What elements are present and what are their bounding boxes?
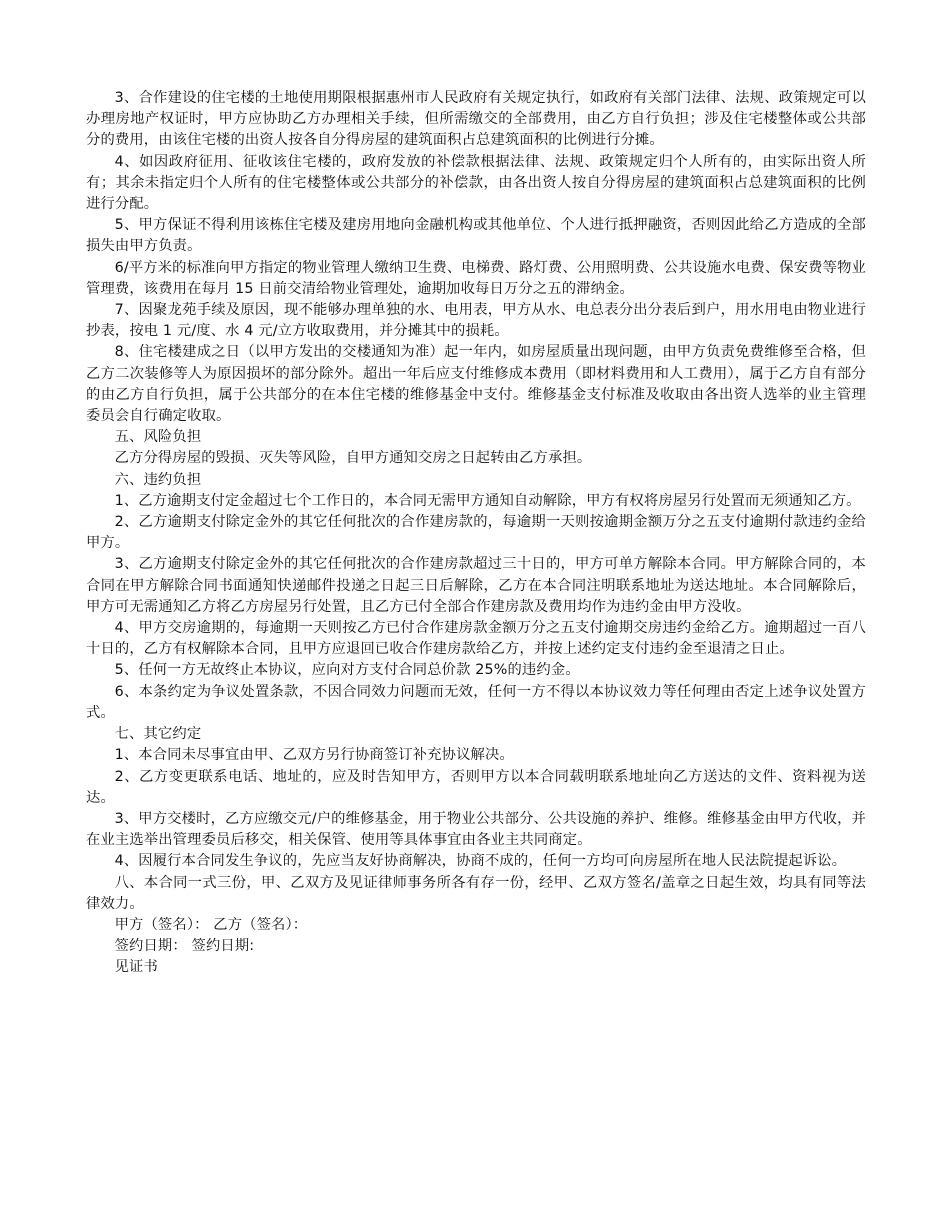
other-clause-1: 1、本合同未尽事宜由甲、乙双方另行协商签订补充协议解决。 <box>114 747 514 764</box>
clause-3-land-use: 3、合作建设的住宅楼的土地使用期限根据惠州市人民政府有关规定执行，如政府有关部门法律、法规、政策规定可以办理房地产权证时，甲方应协助乙方办理相关手续，但所需缴交的全部费用，由乙方自行负担；涉及住宅楼整体或公共部分的费用，由该住宅楼的出资人按各自分得房屋的建筑面积占总建筑面积的比例进行分摊。 <box>86 90 866 149</box>
breach-clause-6: 6、本条约定为争议处置条款，不因合同效力问题而无效，任何一方不得以本协议效力等任何理由否定上述争议处置方式。 <box>86 683 866 721</box>
clause-8-warranty: 8、住宅楼建成之日（以甲方发出的交楼通知为准）起一年内，如房屋质量出现问题，由甲方负责免费维修至合格，但乙方二次装修等人为原因损坏的部分除外。超出一年后应支付维修成本费用（即材料费用和人工费用），属于乙方自有部分的由乙方自行负担，属于公共部分的在本住宅楼的维修基金中支付。维修基金支付标准及收取由各出资人选举的业主管理委员会自行确定收取。 <box>86 344 866 425</box>
clause-7-utilities: 7、因聚龙苑手续及原因，现不能够办理单独的水、电用表，甲方从水、电总表分出分表后到户，用水用电由物业进行抄表，按电 1 元/度、水 4 元/立方收取费用，并分摊其中的损耗。 <box>86 302 866 340</box>
breach-clause-5: 5、任何一方无故终止本协议，应向对方支付合同总价款 25%的违约金。 <box>114 662 580 679</box>
signature-line: 甲方（签名）： 乙方（签名）： <box>114 916 308 933</box>
section-heading-risk: 五、风险负担 <box>114 429 202 446</box>
section-heading-other: 七、其它约定 <box>114 726 202 743</box>
clause-4-compensation: 4、如因政府征用、征收该住宅楼的，政府发放的补偿款根据法律、法规、政策规定归个人所有的，由实际出资人所有；其余未指定归个人所有的住宅楼整体或公共部分的补偿款，由各出资人按自分得房屋的建筑面积占总建筑面积的比例进行分配。 <box>86 153 866 213</box>
breach-clause-2: 2、乙方逾期支付除定金外的其它任何批次的合作建房款的，每逾期一天则按逾期金额万分之五支付逾期付款违约金给甲方。 <box>86 514 866 552</box>
document-page <box>86 88 866 979</box>
other-clause-4: 4、因履行本合同发生争议的，先应当友好协商解决，协商不成的，任何一方均可向房屋所在地人民法院提起诉讼。 <box>114 853 847 870</box>
section-eight-copies: 八、本合同一式三份，甲、乙双方及见证律师事务所各有存一份，经甲、乙双方签名/盖章之日起生效，均具有同等法律效力。 <box>86 874 866 912</box>
breach-clause-4: 4、甲方交房逾期的，每逾期一天则按乙方已付合作建房款金额万分之五支付逾期交房违约金给乙方。逾期超过一百八十日的，乙方有权解除本合同，且甲方应退回已收合作建房款给乙方，并按上述约定支付违约金至退清之日止。 <box>86 620 866 658</box>
witness-line: 见证书 <box>114 959 158 976</box>
clause-5-mortgage: 5、甲方保证不得利用该栋住宅楼及建房用地向金融机构或其他单位、个人进行抵押融资，否则因此给乙方造成的全部损失由甲方负责。 <box>86 217 866 255</box>
risk-clause: 乙方分得房屋的毁损、灭失等风险，自甲方通知交房之日起转由乙方承担。 <box>114 450 592 467</box>
signing-date-line: 签约日期： 签约日期: <box>114 938 255 955</box>
clause-6-property-fees: 6/平方米的标准向甲方指定的物业管理人缴纳卫生费、电梯费、路灯费、公用照明费、公共设施水电费、保安费等物业管理费，该费用在每月 15 日前交清给物业管理处，逾期加收每日万分之五的滞纳金。 <box>86 259 866 297</box>
breach-clause-1: 1、乙方逾期支付定金超过七个工作日的，本合同无需甲方通知自动解除，甲方有权将房屋另行处置而无须通知乙方。 <box>114 492 861 509</box>
section-heading-breach: 六、违约负担 <box>114 471 202 488</box>
other-clause-2: 2、乙方变更联系电话、地址的，应及时告知甲方，否则甲方以本合同载明联系地址向乙方送达的文件、资料视为送达。 <box>86 768 866 806</box>
breach-clause-3: 3、乙方逾期支付除定金外的其它任何批次的合作建房款超过三十日的，甲方可单方解除本合同。甲方解除合同的，本合同在甲方解除合同书面通知快递邮件投递之日起三日后解除，乙方在本合同注明联系地址为送达地址。本合同解除后，甲方可无需通知乙方将乙方房屋另行处置，且乙方已付全部合作建房款及费用均作为违约金由甲方没收。 <box>86 556 866 615</box>
other-clause-3: 3、甲方交楼时，乙方应缴交元/户的维修基金，用于物业公共部分、公共设施的养护、维修。维修基金由甲方代收，并在业主选举出管理委员后移交，相关保管、使用等具体事宜由各业主共同商定。 <box>86 810 866 849</box>
